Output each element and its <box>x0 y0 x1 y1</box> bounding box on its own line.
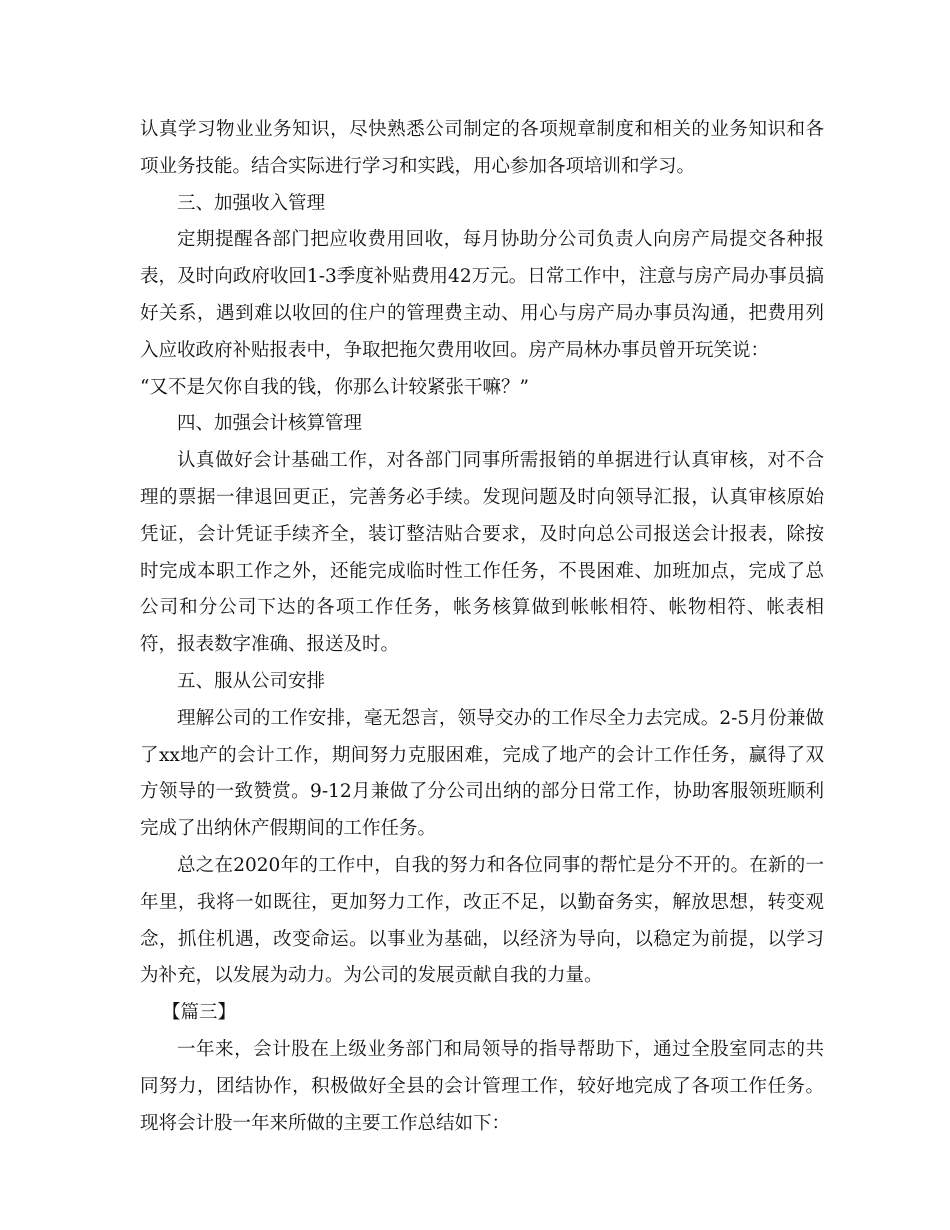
paragraph-accounting-management: 认真做好会计基础工作，对各部门同事所需报销的单据进行认真审核，对不合理的票据一律退回更正，完善务必手续。发现问题及时向领导汇报，认真审核原始凭证，会计凭证手续齐全，装订整洁贴合要求，及时向总公司报送会计报表，除按时完成本职工作之外，还能完成临时性工作任务，不畏困难、加班加点，完成了总公司和分公司下达的各项工作任务，帐务核算做到帐帐相符、帐物相符、帐表相符，报表数字准确、报送及时。 <box>140 450 824 656</box>
heading-obey-arrangement: 五、服从公司安排 <box>177 670 326 692</box>
paragraph-income-management: 定期提醒各部门把应收费用回收，每月协助分公司负责人向房产局提交各种报表，及时向政府收回1-3季度补贴费用42万元。日常工作中，注意与房产局办事员搞好关系，遇到难以收回的住户的管理费主动、用心与房产局办事员沟通，把费用列入应收政府补贴报表中，争取把拖欠费用收回。房产局林办事员曾开玩笑说： <box>140 229 824 361</box>
paragraph-summary: 总之在2020年的工作中，自我的努力和各位同事的帮忙是分不开的。在新的一年里，我将一如既往，更加努力工作，改正不足，以勤奋务实，解放思想，转变观念，抓住机遇，改变命运。以事业为基础，以经济为导向，以稳定为前提，以学习为补充，以发展为动力。为公司的发展贡献自我的力量。 <box>140 854 824 987</box>
paragraph-study: 认真学习物业业务知识，尽快熟悉公司制定的各项规章制度和相关的业务知识和各项业务技能。结合实际进行学习和实践，用心参加各项培训和学习。 <box>140 119 824 177</box>
paragraph-obey-arrangement: 理解公司的工作安排，毫无怨言，领导交办的工作尽全力去完成。2-5月份兼做了xx地产的会计工作，期间努力克服困难，完成了地产的会计工作任务，赢得了双方领导的一致赞赏。9-12月兼做了分公司出纳的部分日常工作，协助客服领班顺利完成了出纳休产假期间的工作任务。 <box>140 707 824 840</box>
paragraph-part-three: 一年来，会计股在上级业务部门和局领导的指导帮助下，通过全股室同志的共同努力，团结协作，积极做好全县的会计管理工作，较好地完成了各项工作任务。现将会计股一年来所做的主要工作总结如下： <box>140 1038 824 1134</box>
paragraph-quote: “又不是欠你自我的钱，你那么计较紧张干嘛？” <box>140 376 529 398</box>
heading-accounting-management: 四、加强会计核算管理 <box>177 413 363 435</box>
heading-income-management: 三、加强收入管理 <box>177 192 326 214</box>
document-page <box>140 112 824 1142</box>
heading-part-three: 【篇三】 <box>162 1002 237 1024</box>
